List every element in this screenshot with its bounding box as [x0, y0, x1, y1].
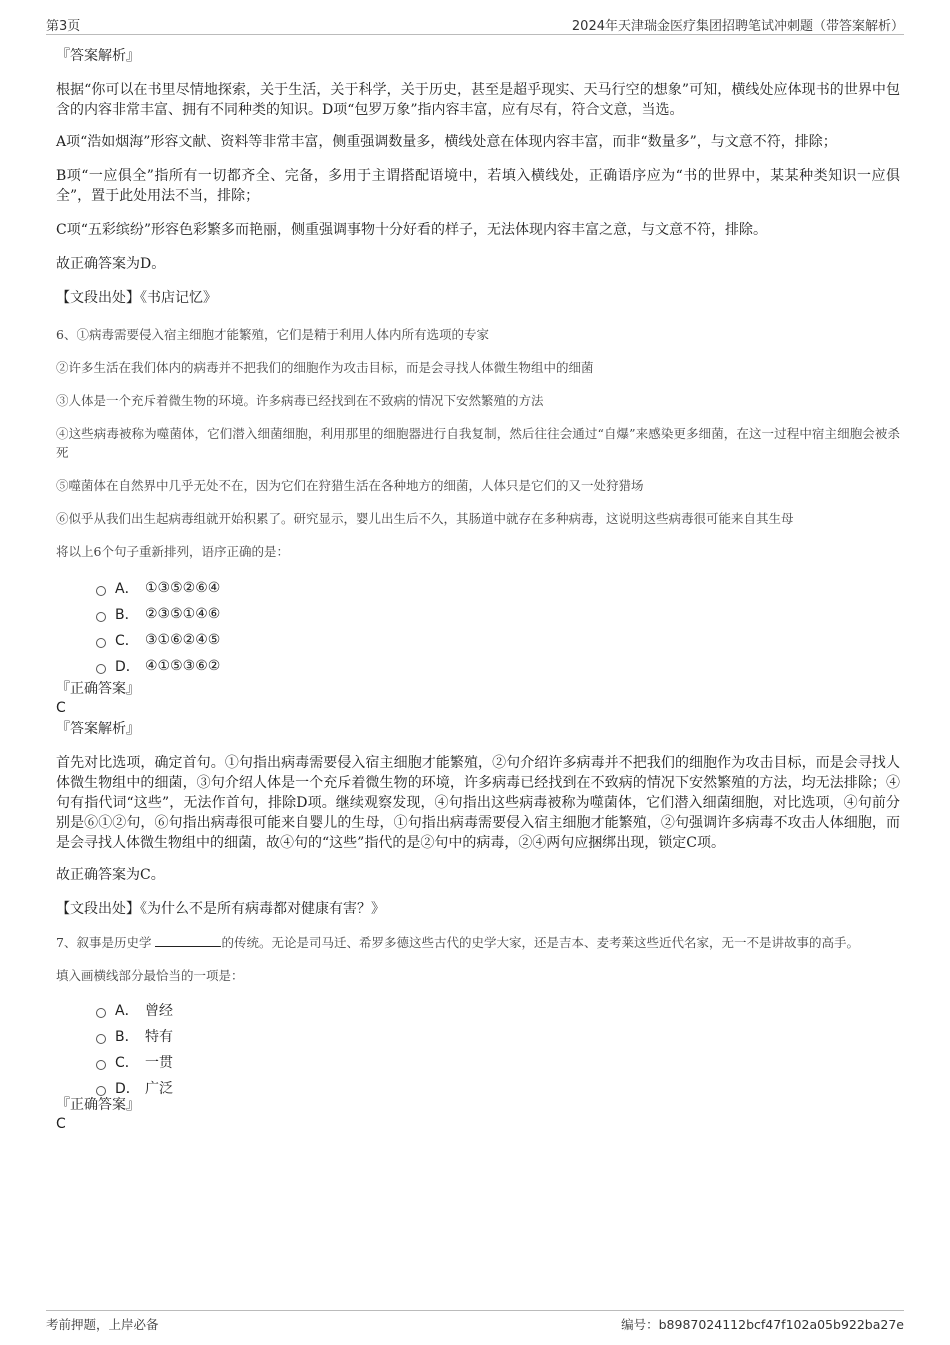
- option-text: 曾经: [145, 1003, 173, 1019]
- correct-answer: C: [56, 700, 66, 716]
- option-c[interactable]: [96, 1049, 900, 1075]
- page-content: [56, 46, 900, 1134]
- question-sentence: ②许多生活在我们体内的病毒并不把我们的细胞作为攻击目标，而是会寻找人体微生物组中的细菌: [56, 360, 594, 375]
- q7-options: [96, 997, 900, 1101]
- option-letter: D．: [115, 1081, 140, 1097]
- question-stem: [56, 933, 900, 952]
- radio-button-icon[interactable]: [96, 664, 106, 674]
- option-letter: C．: [115, 1055, 139, 1071]
- option-d[interactable]: [96, 653, 900, 679]
- stem-before: 7、叙事是历史学: [56, 935, 152, 950]
- question-sentence: ④这些病毒被称为噬菌体，它们潜入细菌细胞，利用那里的细胞器进行自我复制，然后往往会通过“自爆”来感染更多细菌，在这一过程中宿主细胞会被杀死: [56, 426, 900, 460]
- conclusion: 故正确答案为C。: [56, 867, 165, 883]
- option-c[interactable]: [96, 627, 900, 653]
- option-text: ④①⑤③⑥②: [145, 658, 221, 674]
- radio-button-icon[interactable]: [96, 1008, 106, 1018]
- question-sentence: ③人体是一个充斥着微生物的环境。许多病毒已经找到在不致病的情况下安然繁殖的方法: [56, 393, 544, 408]
- radio-button-icon[interactable]: [96, 1060, 106, 1070]
- radio-button-icon[interactable]: [96, 1034, 106, 1044]
- analysis-tag: 『答案解析』: [56, 48, 140, 64]
- analysis-paragraph: A项“浩如烟海”形容文献、资料等非常丰富，侧重强调数量多，横线处意在体现内容丰富，而非“数量多”，与文意不符，排除；: [56, 134, 837, 150]
- option-text: ①③⑤②⑥④: [145, 580, 221, 596]
- conclusion: 故正确答案为D。: [56, 256, 166, 272]
- source-citation: 【文段出处】《为什么不是所有病毒都对健康有害？》: [56, 901, 385, 917]
- page-number: 第3页: [46, 19, 81, 34]
- question-sentence: ⑤噬菌体在自然界中几乎无处不在，因为它们在狩猎生活在各种地方的细菌，人体只是它们的又一处狩猎场: [56, 478, 644, 493]
- option-text: ③①⑥②④⑤: [145, 632, 221, 648]
- option-a[interactable]: [96, 997, 900, 1023]
- option-b[interactable]: [96, 601, 900, 627]
- page-footer: [46, 1310, 904, 1333]
- option-text: 一贯: [145, 1055, 173, 1071]
- option-letter: B．: [115, 1029, 139, 1045]
- option-text: 特有: [145, 1029, 173, 1045]
- radio-button-icon[interactable]: [96, 612, 106, 622]
- analysis-paragraph: 根据“你可以在书里尽情地探索，关于生活，关于科学，关于历史，甚至是超乎现实、天马行空的想象”可知，横线处应体现书的世界中包含的内容非常丰富、拥有不同种类的知识。D项“包罗万象”指内容丰富，应有尽有，符合文意，当选。: [56, 82, 900, 118]
- footer-motto: 考前押题，上岸必备: [46, 1317, 159, 1332]
- page-header: [46, 14, 904, 35]
- option-letter: C．: [115, 633, 139, 649]
- option-text: ②③⑤①④⑥: [145, 606, 221, 622]
- option-a[interactable]: [96, 575, 900, 601]
- option-letter: B．: [115, 607, 139, 623]
- analysis-paragraph: 首先对比选项，确定首句。①句指出病毒需要侵入宿主细胞才能繁殖，②句介绍许多病毒并不把我们的细胞作为攻击目标，而是会寻找人体微生物组中的细菌，③句介绍人体是一个充斥着微生物的环境，许多病毒已经找到在不致病的情况下安然繁殖的方法，均无法排除；④句有指代词“这些”，无法作首句，排除D项。继续观察发现，④句指出这些病毒被称为噬菌体，它们潜入细菌细胞，对比选项，④句前分别是⑥①②句，⑥句指出病毒很可能来自婴儿的生母，①句指出病毒需要侵入宿主细胞才能繁殖，②句强调许多病毒不攻击人体细胞，而是会寻找人体微生物组中的细菌，故④句的“这些”指代的是②句中的病毒，②④两句应捆绑出现，锁定C项。: [56, 755, 900, 851]
- q6-options: [96, 575, 900, 679]
- question-sentence: ⑥似乎从我们出生起病毒组就开始积累了。研究显示，婴儿出生后不久，其肠道中就存在多种病毒，这说明这些病毒很可能来自其生母: [56, 511, 794, 526]
- source-citation: 【文段出处】《书店记忆》: [56, 290, 217, 306]
- document-code: 编号：b8987024112bcf47f102a05b922ba27e: [621, 1317, 904, 1332]
- option-letter: A．: [115, 581, 139, 597]
- stem-after: 的传统。无论是司马迁、希罗多德这些古代的史学大家，还是吉本、麦考莱这些近代名家，无一不是讲故事的高手。: [221, 935, 859, 950]
- option-text: 广泛: [145, 1081, 173, 1097]
- answer-tag: 『正确答案』: [56, 681, 140, 697]
- correct-answer: C: [56, 1116, 66, 1132]
- question-prompt: 填入画横线部分最恰当的一项是：: [56, 968, 244, 983]
- radio-button-icon[interactable]: [96, 638, 106, 648]
- option-letter: D．: [115, 659, 140, 675]
- analysis-tag: 『答案解析』: [56, 721, 140, 737]
- radio-button-icon[interactable]: [96, 586, 106, 596]
- analysis-paragraph: C项“五彩缤纷”形容色彩繁多而艳丽，侧重强调事物十分好看的样子，无法体现内容丰富之意，与文意不符，排除。: [56, 222, 768, 238]
- option-b[interactable]: [96, 1023, 900, 1049]
- option-letter: A．: [115, 1003, 139, 1019]
- fill-blank: [155, 934, 221, 947]
- analysis-paragraph: B项“一应俱全”指所有一切都齐全、完备，多用于主谓搭配语境中，若填入横线处，正确语序应为“书的世界中，某某种类知识一应俱全”，置于此处用法不当，排除；: [56, 168, 900, 204]
- question-sentence: 6、①病毒需要侵入宿主细胞才能繁殖，它们是精于利用人体内所有选项的专家: [56, 327, 489, 342]
- question-prompt: 将以上6个句子重新排列，语序正确的是：: [56, 544, 289, 559]
- answer-tag: 『正确答案』: [56, 1097, 140, 1113]
- document-title: 2024年天津瑞金医疗集团招聘笔试冲刺题（带答案解析）: [571, 19, 904, 34]
- radio-button-icon[interactable]: [96, 1086, 106, 1096]
